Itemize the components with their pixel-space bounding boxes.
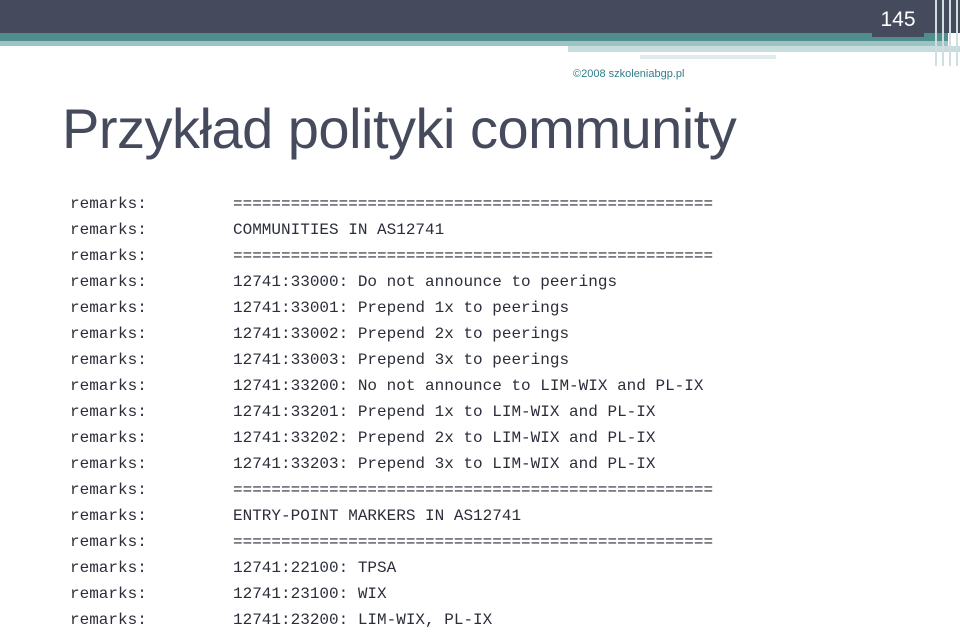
remarks-key: remarks: [70,273,147,291]
remarks-line [70,217,713,243]
remarks-key: remarks: [70,507,147,525]
remarks-key: remarks: [70,585,147,603]
remarks-value: 12741:23200: LIM-WIX, PL-IX [233,611,493,629]
remarks-key: remarks: [70,481,147,499]
remarks-key: remarks: [70,325,147,343]
remarks-line [70,607,713,633]
decorative-stripes [924,0,960,66]
remarks-line [70,503,713,529]
remarks-key: remarks: [70,247,147,265]
remarks-value: 12741:33001: Prepend 1x to peerings [233,299,570,317]
remarks-line [70,191,713,217]
remarks-value: 12741:33203: Prepend 3x to LIM-WIX and PL-IX [233,455,656,473]
remarks-value: ================================================== [233,195,714,213]
remarks-key: remarks: [70,611,147,629]
remarks-key: remarks: [70,455,147,473]
remarks-value: 12741:33003: Prepend 3x to peerings [233,351,570,369]
remarks-value: ================================================== [233,481,714,499]
remarks-line [70,243,713,269]
remarks-value: ENTRY-POINT MARKERS IN AS12741 [233,507,522,525]
remarks-line [70,477,713,503]
remarks-line [70,451,713,477]
remarks-line [70,347,713,373]
remarks-key: remarks: [70,351,147,369]
header-band-accent-thin [640,55,776,59]
remarks-value: ================================================== [233,247,714,265]
header-band-accent [568,46,960,52]
remarks-value: COMMUNITIES IN AS12741 [233,221,445,239]
header-band [0,33,948,41]
remarks-line [70,321,713,347]
remarks-line [70,555,713,581]
remarks-key: remarks: [70,559,147,577]
remarks-line [70,581,713,607]
remarks-key: remarks: [70,299,147,317]
slide-title: Przykład polityki community [62,97,737,160]
remarks-value: 12741:23100: WIX [233,585,387,603]
remarks-value: 12741:33200: No not announce to LIM-WIX and PL-IX [233,377,704,395]
header-bar [0,0,960,33]
remarks-key: remarks: [70,533,147,551]
remarks-value: ================================================== [233,533,714,551]
remarks-listing [70,191,713,633]
remarks-key: remarks: [70,377,147,395]
remarks-value: 12741:33202: Prepend 2x to LIM-WIX and PL-IX [233,429,656,447]
remarks-value: 12741:33000: Do not announce to peerings [233,273,618,291]
remarks-key: remarks: [70,403,147,421]
remarks-value: 12741:22100: TPSA [233,559,397,577]
remarks-key: remarks: [70,429,147,447]
remarks-value: 12741:33002: Prepend 2x to peerings [233,325,570,343]
remarks-line [70,373,713,399]
remarks-value: 12741:33201: Prepend 1x to LIM-WIX and PL-IX [233,403,656,421]
remarks-key: remarks: [70,221,147,239]
remarks-line [70,269,713,295]
remarks-line [70,425,713,451]
remarks-key: remarks: [70,195,147,213]
slide-number: 145 [872,3,924,37]
remarks-line [70,529,713,555]
remarks-line [70,295,713,321]
remarks-line [70,399,713,425]
copyright-notice: ©2008 szkoleniabgp.pl [573,68,685,80]
